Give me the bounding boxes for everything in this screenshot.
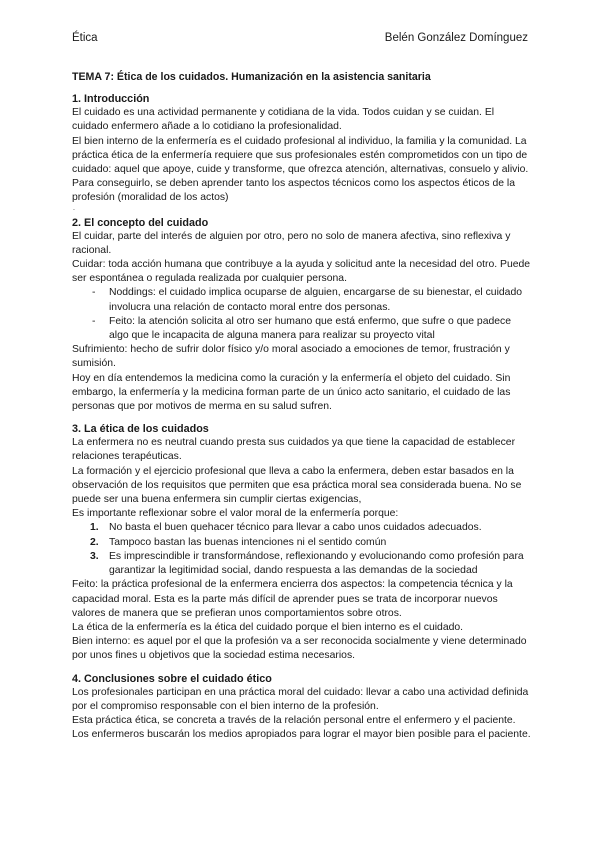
list-item xyxy=(72,536,532,550)
paragraph: La enfermera no es neutral cuando presta sus cuidados ya que tiene la capacidad de establecer relaciones terapéuticas. xyxy=(72,437,516,463)
paragraph: La formación y el ejercicio profesional que lleva a cabo la enfermera, deben estar basados en la observación de los requisitos que permiten que esa práctica moral sea considerada buena. No se puede ser una buena enfermera sin cumplir ciertas exigencias, xyxy=(72,465,522,506)
list-number: 2. xyxy=(90,536,99,548)
paragraph: El bien interno de la enfermería es el cuidado profesional al individuo, la familia y la comunidad. La práctica ética de la enfermería requiere que sus profesionales estén comprometidos con un tipo de cuidado: aquel que apoye, cuide y transforme, que ofrezca atención, alternativas, consuelo y alivio. Para conseguirlo, se deben aprender tanto los aspectos técnicos como los aspectos éticos de la profesión (moralidad de los actos) xyxy=(72,135,529,204)
dash-list xyxy=(72,286,532,343)
paragraph: Feito: la práctica profesional de la enfermera encierra dos aspectos: la competencia técnica y la capacidad moral. Esta es la parte más difícil de aprender pues se trata de incorporar nuevos valores de manera que se prefieran unos comportamientos sobre otros. xyxy=(72,579,513,619)
section-heading: 3. La ética de los cuidados xyxy=(72,423,209,436)
list-item-text: Feito: la atención solicita al otro ser humano que está enfermo, que sufre o que padece algo que le incapacita de alguna manera para realizar su proyecto vital xyxy=(109,315,512,342)
header-author: Belén González Domínguez xyxy=(384,32,528,44)
list-marker: - xyxy=(92,315,96,327)
paragraph: El cuidar, parte del interés de alguien por otro, pero no solo de manera afectiva, sino reflexiva y racional. xyxy=(72,230,511,256)
numbered-list xyxy=(72,521,532,578)
paragraph: Hoy en día entendemos la medicina como la curación y la enfermería el objeto del cuidado. Sin embargo, la enfermería y la medicina forman parte de un único acto sanitario, el cuidado de las personas que por motivos de merma en su salud sufren. xyxy=(72,372,511,413)
list-item-text: Es imprescindible ir transformándose, reflexionando y evolucionando como profesión para garantizar la legitimidad social, dando respuesta a las demandas de la sociedad xyxy=(109,550,524,577)
paragraph: La ética de la enfermería es la ética del cuidado porque el bien interno es el cuidado. xyxy=(72,621,464,633)
paragraph: Los profesionales participan en una práctica moral del cuidado: llevar a cabo una actividad definida por el compromiso responsable con el bien interno de la profesión. xyxy=(72,686,529,712)
list-item-text: Noddings: el cuidado implica ocuparse de alguien, encargarse de su bienestar, el cuidado involucra una relación de contacto moral entre dos personas. xyxy=(109,287,523,313)
paragraph: Bien interno: es aquel por el que la profesión va a ser reconocida socialmente y viene determinado por unos fines u objetivos que la sociedad estima necesarios. xyxy=(72,636,527,662)
list-marker: - xyxy=(92,287,96,299)
list-item xyxy=(72,550,532,578)
section-heading: 1. Introducción xyxy=(72,93,150,106)
stray-dot: . xyxy=(73,204,75,212)
paragraph: Esta práctica ética, se concreta a través de la relación personal entre el enfermero y el paciente. Los enfermeros buscarán los medios apropiados para lograr el mayor bien posible para el paciente. xyxy=(72,714,531,741)
header-subject: Ética xyxy=(72,32,98,44)
section-concepto-cuidado xyxy=(72,216,532,415)
document-title: TEMA 7: Ética de los cuidados. Humanización en la asistencia sanitaria xyxy=(72,71,431,83)
section-heading: 2. El concepto del cuidado xyxy=(72,216,209,229)
section-introduccion xyxy=(72,92,532,211)
section-heading: 4. Conclusiones sobre el cuidado ético xyxy=(72,672,272,685)
paragraph: El cuidado es una actividad permanente y cotidiana de la vida. Todos cuidan y se cuidan. El cuidado enfermero añade a lo cotidiano la profesionalidad. xyxy=(72,107,495,133)
list-item xyxy=(72,521,532,535)
list-item-text: Tampoco bastan las buenas intenciones ni el sentido común xyxy=(109,536,387,548)
section-etica-cuidados xyxy=(72,422,532,663)
list-number: 1. xyxy=(90,522,99,534)
document-body xyxy=(72,70,532,750)
paragraph: Sufrimiento: hecho de sufrir dolor físico y/o moral asociado a emociones de temor, frustración y sumisión. xyxy=(72,344,510,370)
list-item xyxy=(72,286,532,314)
section-conclusiones xyxy=(72,672,532,743)
paragraph: Es importante reflexionar sobre el valor moral de la enfermería porque: xyxy=(72,508,399,520)
list-item-text: No basta el buen quehacer técnico para llevar a cabo unos cuidados adecuados. xyxy=(109,522,482,534)
list-item xyxy=(72,315,532,343)
paragraph: Cuidar: toda acción humana que contribuye a la ayuda y solicitud ante la necesidad del otro. Puede ser espontánea o regulada realizada por cualquier persona. xyxy=(72,259,531,285)
list-number: 3. xyxy=(90,550,99,562)
page-header xyxy=(72,32,528,48)
